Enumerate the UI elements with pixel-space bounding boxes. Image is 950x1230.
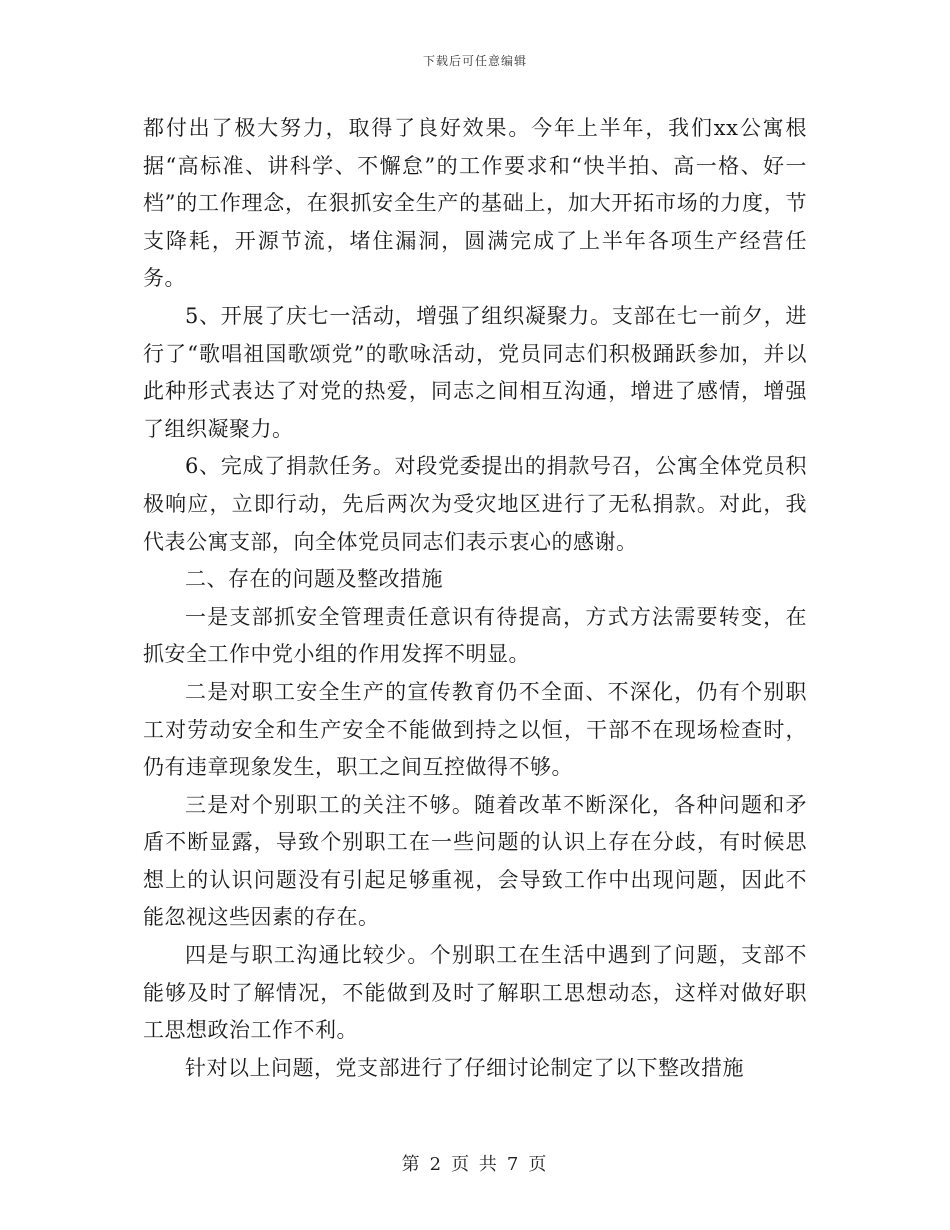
footer-prefix: 第 [401,1154,422,1175]
footer-suffix: 页 [528,1154,549,1175]
page-footer [0,1150,950,1176]
page-number: 2 [429,1154,444,1175]
paragraph: 5、开展了庆七一活动，增强了组织凝聚力。支部在七一前夕，进行了“歌唱祖国歌颂党”的歌咏活动，党员同志们积极踊跃参加，并以此种形式表达了对党的热爱，同志之间相互沟通，增进了感情，增强了组织凝聚力。 [143,303,807,441]
document-body [143,110,807,1087]
paragraph: 一是支部抓安全管理责任意识有待提高，方式方法需要转变，在抓安全工作中党小组的作用发挥不明显。 [143,604,807,667]
footer-middle: 页 共 [451,1154,499,1175]
paragraph: 二是对职工安全生产的宣传教育仍不全面、不深化，仍有个别职工对劳动安全和生产安全不能做到持之以恒，干部不在现场检查时，仍有违章现象发生，职工之间互控做得不够。 [143,679,807,780]
paragraph: 四是与职工沟通比较少。个别职工在生活中遇到了问题，支部不能够及时了解情况，不能做到及时了解职工思想动态，这样对做好职工思想政治工作不利。 [143,943,807,1043]
section-heading: 二、存在的问题及整改措施 [185,567,443,592]
paragraph: 6、完成了捐款任务。对段党委提出的捐款号召，公寓全体党员积极响应，立即行动，先后两次为受灾地区进行了无私捐款。对此，我代表公寓支部，向全体党员同志们表示衷心的感谢。 [143,454,807,554]
paragraph: 都付出了极大努力，取得了良好效果。今年上半年，我们xx公寓根据“高标准、讲科学、不懈怠”的工作要求和“快半拍、高一格、好一档”的工作理念，在狠抓安全生产的基础上，加大开拓市场的力度，节支降耗，开源节流，堵住漏洞，圆满完成了上半年各项生产经营任务。 [143,116,807,291]
page-header: 下载后可任意编辑 [422,54,527,68]
total-pages: 7 [506,1154,521,1175]
paragraph: 针对以上问题，党支部进行了仔细讨论制定了以下整改措施 [185,1055,744,1080]
paragraph: 三是对个别职工的关注不够。随着改革不断深化，各种问题和矛盾不断显露，导致个别职工在一些问题的认识上存在分歧，有时候思想上的认识问题没有引起足够重视，会导致工作中出现问题，因此不能忽视这些因素的存在。 [143,792,807,930]
